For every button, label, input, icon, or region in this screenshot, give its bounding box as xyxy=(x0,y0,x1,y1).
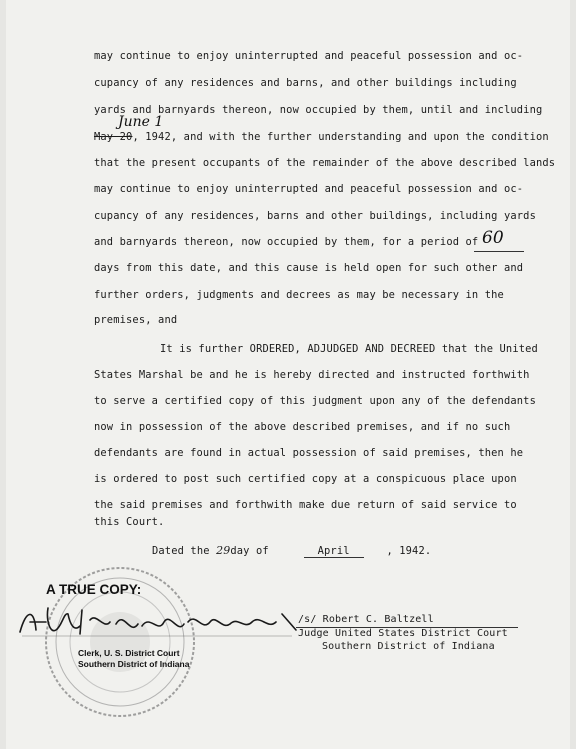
days-blank-line xyxy=(474,251,524,252)
handwritten-days: 60 xyxy=(482,228,504,248)
body-line: is ordered to post such certified copy at a conspicuous place upon xyxy=(94,473,517,485)
clerk-title-line1: Clerk, U. S. District Court xyxy=(78,648,180,658)
judge-title: Judge United States District Court xyxy=(298,628,508,639)
body-line: premises, and xyxy=(94,314,178,326)
handwritten-date: June 1 xyxy=(118,114,164,130)
body-line: may continue to enjoy uninterrupted and peaceful possession and oc- xyxy=(94,183,524,195)
body-line: cupancy of any residences, barns and other buildings, including yards xyxy=(94,210,536,222)
date-line xyxy=(94,131,549,143)
body-line: States Marshal be and he is hereby directed and instructed forthwith xyxy=(94,369,530,381)
clerk-signature xyxy=(12,600,302,644)
body-line: and barnyards thereon, now occupied by them, for a period of xyxy=(94,236,479,248)
body-line: , 1942, and with the further understanding and upon the condition xyxy=(132,131,549,143)
body-line: the said premises and forthwith make due return of said service to xyxy=(94,499,517,511)
body-line: further orders, judgments and decrees as may be necessary in the xyxy=(94,289,504,301)
true-copy-stamp: A TRUE COPY: xyxy=(46,582,142,597)
body-line: this Court. xyxy=(94,516,165,528)
dated-month: April xyxy=(304,545,364,558)
judge-district: Southern District of Indiana xyxy=(322,641,495,652)
page-edge xyxy=(570,0,576,749)
dated-line xyxy=(152,545,431,558)
body-line: that the present occupants of the remainder of the above described lands xyxy=(94,157,556,169)
body-line: defendants are found in actual possession of said premises, then he xyxy=(94,447,524,459)
body-line: may continue to enjoy uninterrupted and peaceful possession and oc- xyxy=(94,50,524,62)
dated-day: 29 xyxy=(216,544,231,557)
body-line: days from this date, and this cause is held open for such other and xyxy=(94,262,524,274)
body-line: It is further ORDERED, ADJUDGED AND DECREED that the United xyxy=(160,343,538,355)
dated-day-suffix: day of xyxy=(230,545,269,557)
struck-date: May 20 xyxy=(94,131,133,143)
page-edge xyxy=(0,0,6,749)
dated-year: , 1942. xyxy=(386,545,432,557)
body-line: now in possession of the above described premises, and if no such xyxy=(94,421,511,433)
body-line: to serve a certified copy of this judgment upon any of the defendants xyxy=(94,395,536,407)
judge-signature: /s/ Robert C. Baltzell xyxy=(298,614,434,625)
body-line: cupancy of any residences and barns, and other buildings including xyxy=(94,77,517,89)
dated-prefix: Dated the xyxy=(152,545,210,557)
body-line: yards and barnyards thereon, now occupied by them, until and including xyxy=(94,104,543,116)
clerk-title-line2: Southern District of Indiana xyxy=(78,659,190,669)
